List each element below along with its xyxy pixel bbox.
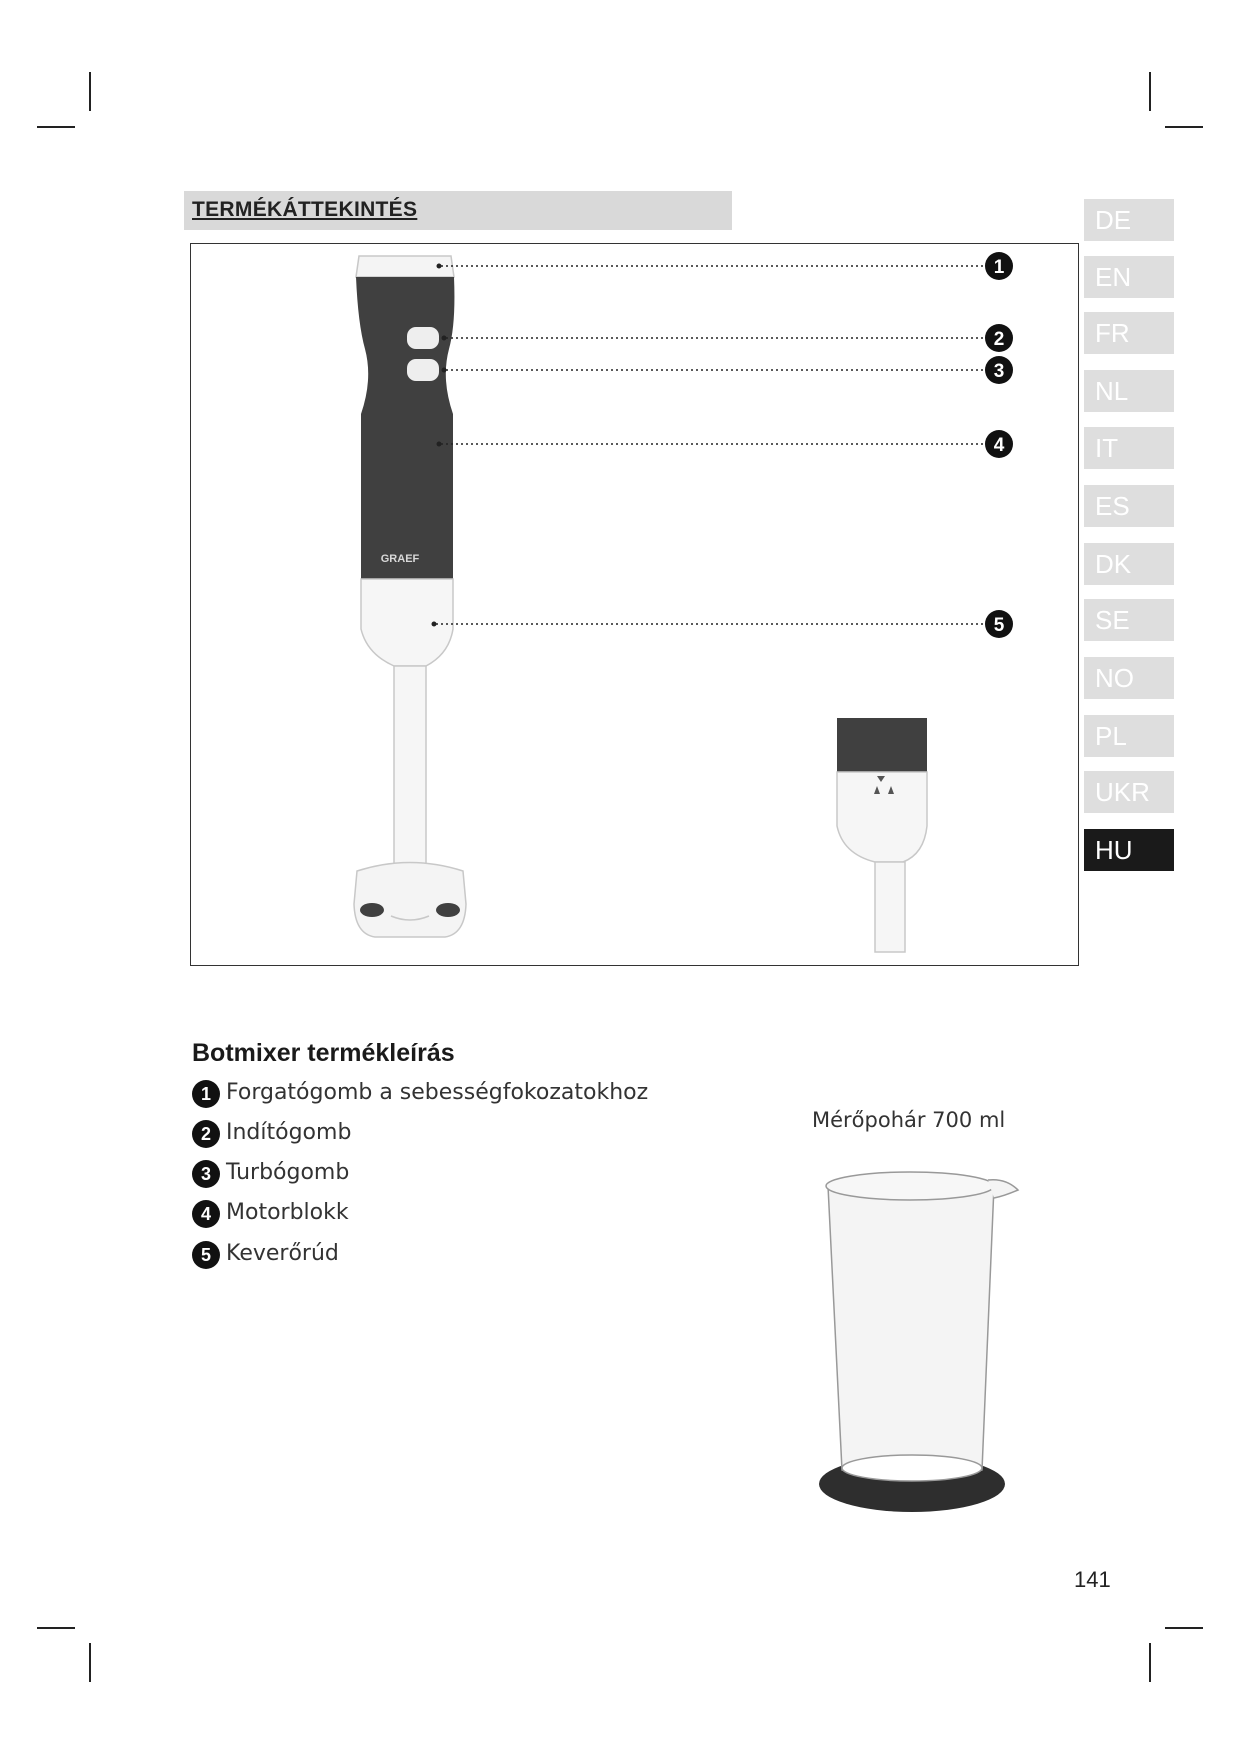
crop-mark (1165, 126, 1203, 128)
cup-body (828, 1186, 994, 1479)
section-header (184, 191, 732, 230)
page-number: 141 (1074, 1567, 1111, 1592)
cup-caption: Mérőpohár 700 ml (812, 1108, 1006, 1132)
lang-tab-en[interactable]: EN (1084, 256, 1174, 298)
callout-number: 1 (993, 257, 1005, 278)
hand-blender-illustration (191, 244, 1080, 967)
callout-number: 3 (993, 361, 1005, 382)
blade-guard (354, 863, 466, 938)
part-number-badge: 1 (192, 1080, 220, 1108)
lang-tab-se[interactable]: SE (1084, 599, 1174, 641)
lang-tab-dk[interactable]: DK (1084, 543, 1174, 585)
callout-number: 2 (993, 329, 1005, 350)
callout-number: 4 (993, 435, 1005, 456)
lower-housing (361, 579, 453, 666)
lang-tab-ukr[interactable]: UKR (1084, 771, 1174, 813)
part-number-badge: 3 (192, 1160, 220, 1188)
crop-mark (1149, 1643, 1151, 1682)
brand-label: GRAEF (380, 553, 420, 565)
callout-2 (442, 324, 1014, 352)
crop-mark (1165, 1627, 1203, 1629)
turbo-button (407, 359, 439, 381)
crop-mark (37, 126, 75, 128)
callout-5 (432, 610, 1014, 638)
motor-block (356, 277, 454, 579)
part-number-badge: 2 (192, 1120, 220, 1148)
crop-mark (89, 1643, 91, 1682)
callout-4 (437, 430, 1014, 458)
part-label: Motorblokk (226, 1200, 349, 1225)
product-figure (190, 243, 1079, 966)
lang-tab-it[interactable]: IT (1084, 427, 1174, 469)
crop-mark (89, 72, 91, 111)
section-title: TERMÉKÁTTEKINTÉS (192, 198, 418, 221)
lang-tab-no[interactable]: NO (1084, 657, 1174, 699)
crop-mark (1149, 72, 1151, 111)
start-button (407, 327, 439, 349)
measuring-cup-illustration (810, 1150, 1020, 1534)
lang-tab-hu[interactable]: HU (1084, 829, 1174, 871)
part-number-badge: 4 (192, 1200, 220, 1228)
lang-tab-fr[interactable]: FR (1084, 312, 1174, 354)
callout-number: 5 (993, 615, 1005, 636)
lang-tab-pl[interactable]: PL (1084, 715, 1174, 757)
cup-rim (826, 1172, 994, 1200)
description-title: Botmixer termékleírás (192, 1039, 455, 1067)
callout-3 (442, 356, 1014, 384)
lang-tab-nl[interactable]: NL (1084, 370, 1174, 412)
crop-mark (37, 1627, 75, 1629)
lang-tab-de[interactable]: DE (1084, 199, 1174, 241)
lang-tab-es[interactable]: ES (1084, 485, 1174, 527)
blender-shaft (394, 666, 426, 871)
part-label: Keverőrúd (226, 1241, 339, 1266)
callout-1 (437, 252, 1014, 280)
part-number-badge: 5 (192, 1241, 220, 1269)
coupling-detail (837, 718, 927, 952)
part-label: Turbógomb (226, 1160, 350, 1185)
part-label: Indítógomb (226, 1120, 352, 1145)
part-label: Forgatógomb a sebességfokozatokhoz (226, 1080, 649, 1105)
